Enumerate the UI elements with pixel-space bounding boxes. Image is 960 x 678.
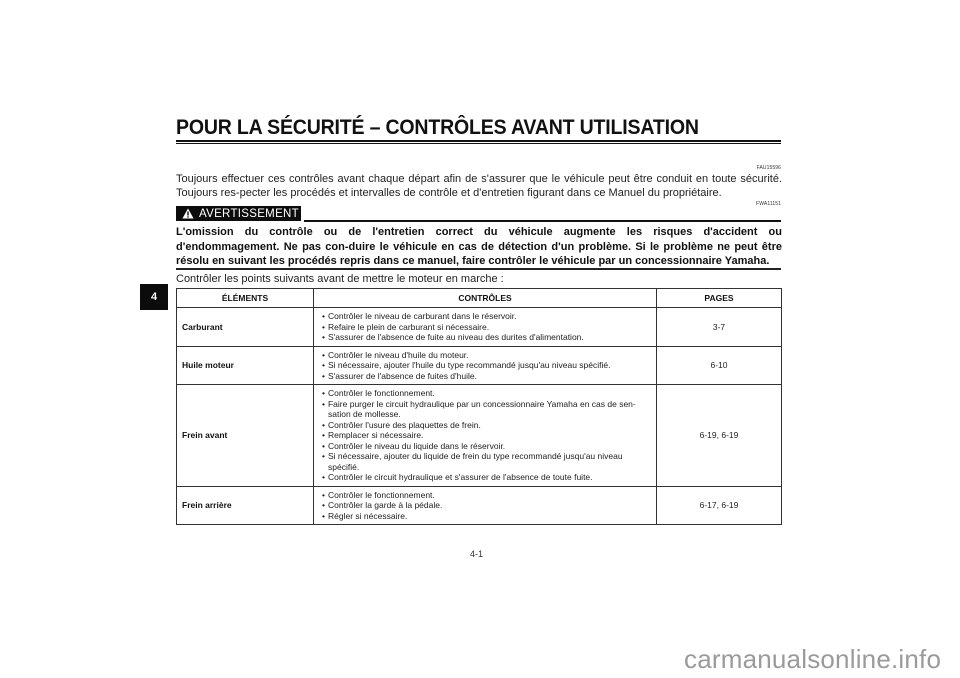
table-row (177, 308, 782, 347)
title-rule-thick (176, 140, 781, 142)
warning-triangle-icon (182, 208, 194, 219)
table-row (177, 385, 782, 487)
warning-text: L'omission du contrôle ou de l'entretien correct du véhicule augmente les risques d'accident ou d'endommagement. Ne pas con-duire le véhicule en cas de détection d'un problème. Si le problème ne peut être résolu en suivant les procédés repris dans ce manuel, faire contrôler le véhicule par un concessionnaire Yamaha. (176, 226, 782, 267)
control-item: • Contrôler la garde à la pédale. (319, 500, 651, 511)
column-header-pages: PAGES (657, 289, 782, 308)
warning-reference-code: FWA11151 (756, 201, 781, 207)
control-item: • Contrôler le circuit hydraulique et s'assurer de l'absence de toute fuite. (319, 472, 651, 483)
warning-banner (176, 206, 301, 221)
controls-cell (314, 308, 657, 347)
warning-end-rule (176, 268, 781, 270)
control-item: • Si nécessaire, ajouter du liquide de frein du type recommandé jusqu'au niveau spécifié. (319, 451, 651, 472)
item-cell: Frein avant (177, 385, 314, 487)
lead-sentence: Contrôler les points suivants avant de mettre le moteur en marche : (176, 273, 504, 285)
warning-label: AVERTISSEMENT (199, 207, 299, 220)
intro-reference-code: FAU15596 (756, 165, 781, 171)
title-rule-thin (176, 143, 781, 144)
control-item: • Contrôler le fonctionnement. (319, 388, 651, 399)
item-cell: Frein arrière (177, 486, 314, 525)
control-item: • Si nécessaire, ajouter l'huile du type recommandé jusqu'au niveau spécifié. (319, 360, 651, 371)
control-item: • Contrôler le niveau d'huile du moteur. (319, 350, 651, 361)
control-item: • Régler si nécessaire. (319, 511, 651, 522)
pages-cell: 6-19, 6-19 (657, 385, 782, 487)
item-cell: Carburant (177, 308, 314, 347)
control-item: • S'assurer de l'absence de fuites d'huile. (319, 371, 651, 382)
table-header-row (177, 289, 782, 308)
control-item: • S'assurer de l'absence de fuite au niveau des durites d'alimentation. (319, 332, 651, 343)
pages-cell: 3-7 (657, 308, 782, 347)
warning-rule (304, 220, 781, 222)
chapter-tab: 4 (140, 284, 168, 310)
table-row (177, 346, 782, 385)
column-header-controls: CONTRÔLES (314, 289, 657, 308)
pages-cell: 6-10 (657, 346, 782, 385)
intro-paragraph: Toujours effectuer ces contrôles avant chaque départ afin de s'assurer que le véhicule peut être conduit en toute sécurité. Toujours res-pecter les procédés et intervalles de contrôle et d'entretien figurant dans ce Manuel du propriétaire. (176, 173, 782, 199)
column-header-elements: ÉLÉMENTS (177, 289, 314, 308)
control-item: • Refaire le plein de carburant si nécessaire. (319, 322, 651, 333)
control-item: • Contrôler le niveau du liquide dans le réservoir. (319, 441, 651, 452)
control-item: • Contrôler le fonctionnement. (319, 490, 651, 501)
control-item: • Contrôler le niveau de carburant dans le réservoir. (319, 311, 651, 322)
pages-cell: 6-17, 6-19 (657, 486, 782, 525)
page-title: POUR LA SÉCURITÉ – CONTRÔLES AVANT UTILISATION (176, 116, 699, 139)
control-item: • Contrôler l'usure des plaquettes de frein. (319, 420, 651, 431)
controls-cell (314, 346, 657, 385)
control-item: • Faire purger le circuit hydraulique par un concessionnaire Yamaha en cas de sen-sation de mollesse. (319, 399, 651, 420)
control-item: • Remplacer si nécessaire. (319, 430, 651, 441)
controls-cell (314, 486, 657, 525)
pre-operation-checks-table (176, 288, 782, 525)
table-row (177, 486, 782, 525)
watermark: carmanualsonline.info (684, 644, 942, 674)
item-cell: Huile moteur (177, 346, 314, 385)
controls-cell (314, 385, 657, 487)
page-number: 4-1 (470, 549, 484, 559)
